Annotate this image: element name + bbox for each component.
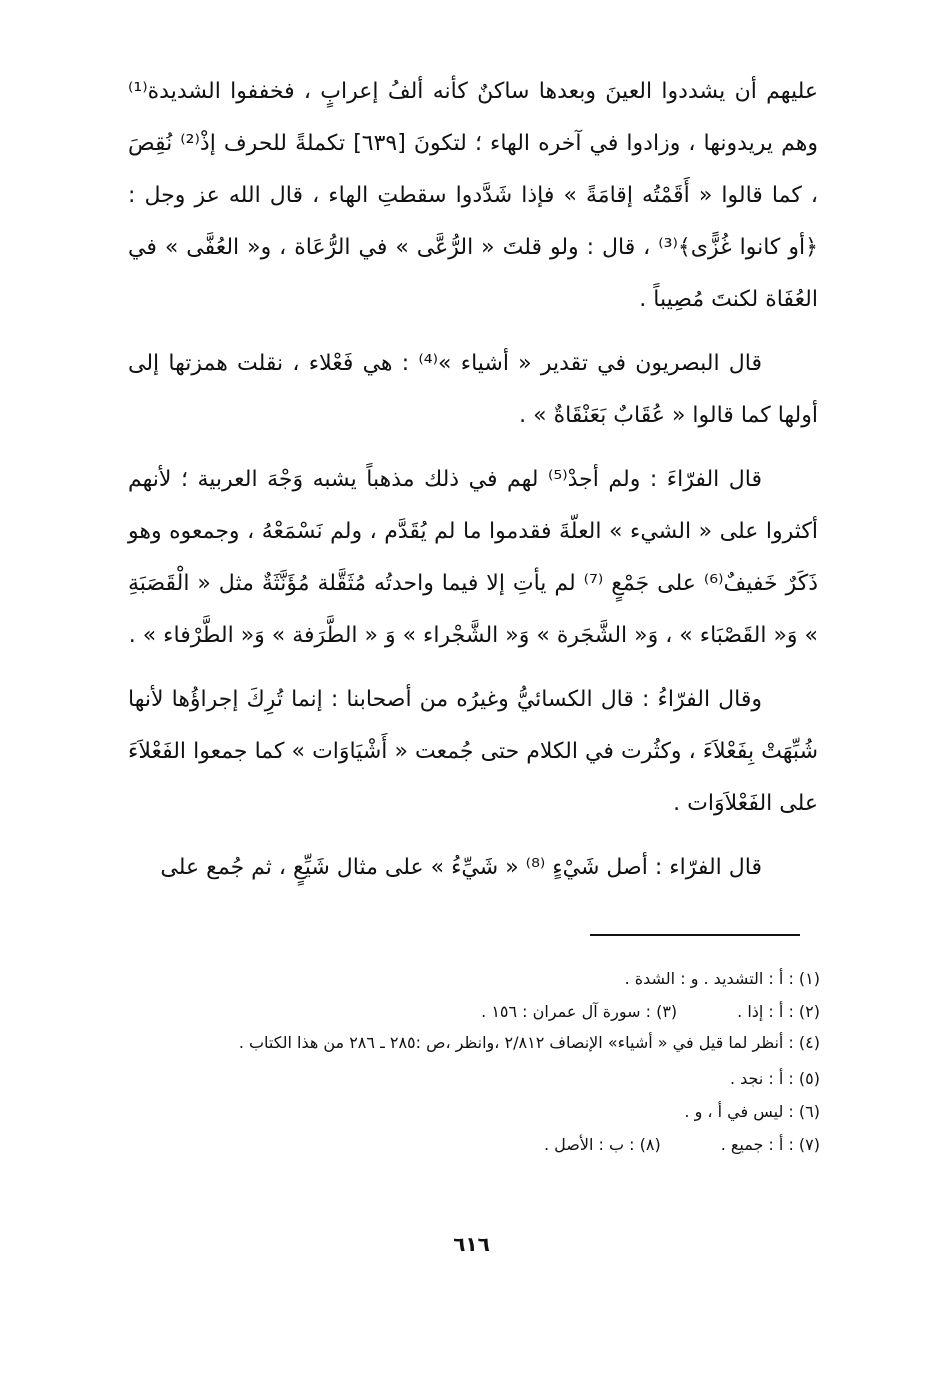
footnote-1: (١) : أ : التشديد . و : الشدة . <box>624 969 820 988</box>
main-text-body <box>128 66 818 906</box>
footnote-2: (٢) : أ : إذا . <box>737 1002 820 1021</box>
paragraph-2: قال البصريون في تقدير « أشياء »⁽⁴⁾ : هي فَعْلاء ، نقلت همزتها إلى أولها كما قالوا « عُقَابٌ بَعَنْقَاةٌ » . <box>128 351 818 428</box>
footnote-6: (٦) : ليس في أ ، و . <box>684 1102 820 1121</box>
footnote-4: (٤) : أنظر لما قيل في « أشياء» الإنصاف ٢/٨١٢ ،وانظر ،ص :٢٨٥ ـ ٢٨٦ من هذا الكتاب . <box>238 1033 820 1052</box>
footnote-7: (٧) : أ : جميع . <box>720 1135 820 1154</box>
footnote-divider <box>590 934 800 936</box>
paragraph-1: عليهم أن يشددوا العينَ وبعدها ساكنٌ كأنه ألفُ إعرابٍ ، فخففوا الشديدة⁽¹⁾ وهم يريدونها ، وزادوا في آخره الهاء ؛ لتكونَ [٦٣٩] تكملةً للحرف إذْ⁽²⁾ نُقِصَ ، كما قالوا « أَقَمْتُه إقامَةً » فإذا شَدَّدوا سقطتِ الهاء ، قال الله عز وجل : ﴿أو كانوا غُزًّى﴾⁽³⁾ ، قال : ولو قلتَ « الرُّعَّى » في الرُّعَاة ، و« العُفَّى » في العُفَاة لكنتَ مُصِيباً . <box>128 79 818 312</box>
footnote-row-2-3 <box>130 995 820 1028</box>
footnote-3: (٣) : سورة آل عمران : ١٥٦ . <box>481 1002 678 1021</box>
footnote-5: (٥) : أ : نجد . <box>729 1069 820 1088</box>
page-number: ٦١٦ <box>453 1232 490 1256</box>
paragraph-4: وقال الفرّاءُ : قال الكسائيُّ وغيرُه من أصحابنا : إنما تُرِكَ إجراؤُها لأنها شُبِّهَتْ بِفَعْلاَءَ ، وكثُرت في الكلام حتى جُمعت « أَشْيَاوَات » كما جمعوا الفَعْلاَءَ على الفَعْلاَوَات . <box>128 687 818 816</box>
footnotes-section <box>130 962 820 1161</box>
footnote-row-7-8 <box>130 1128 820 1161</box>
paragraph-3: قال الفرّاءَ : ولم أجدْ⁽⁵⁾ لهم في ذلك مذهباً يشبه وَجْهَ العربية ؛ لأنهم أكثروا على « الشيء » العلّةَ فقدموا ما لم يُقَدَّم ، ولم نَسْمَعْهُ ، وجمعوه وهو ذَكَرٌ خَفيفٌ⁽⁶⁾ على جَمْعٍ ⁽⁷⁾ لم يأتِ إلا فيما واحدتُه مُثَقَّلة مُؤَنَّثَةٌ مثل « الْقَصَبَةِ » وَ« القَصْبَاء » ، وَ« الشَّجَرة » وَ« الشَّجْراء » وَ « الطَّرَفة » وَ« الطَّرْفاء » . <box>128 467 819 648</box>
paragraph-5: قال الفرّاء : أصل شَيْءٍ ⁽⁸⁾ « شَيِّءُ » على مثال شَيِّعٍ ، ثم جُمع على <box>160 855 762 880</box>
footnote-8: (٨) : ب : الأصل . <box>543 1135 661 1154</box>
